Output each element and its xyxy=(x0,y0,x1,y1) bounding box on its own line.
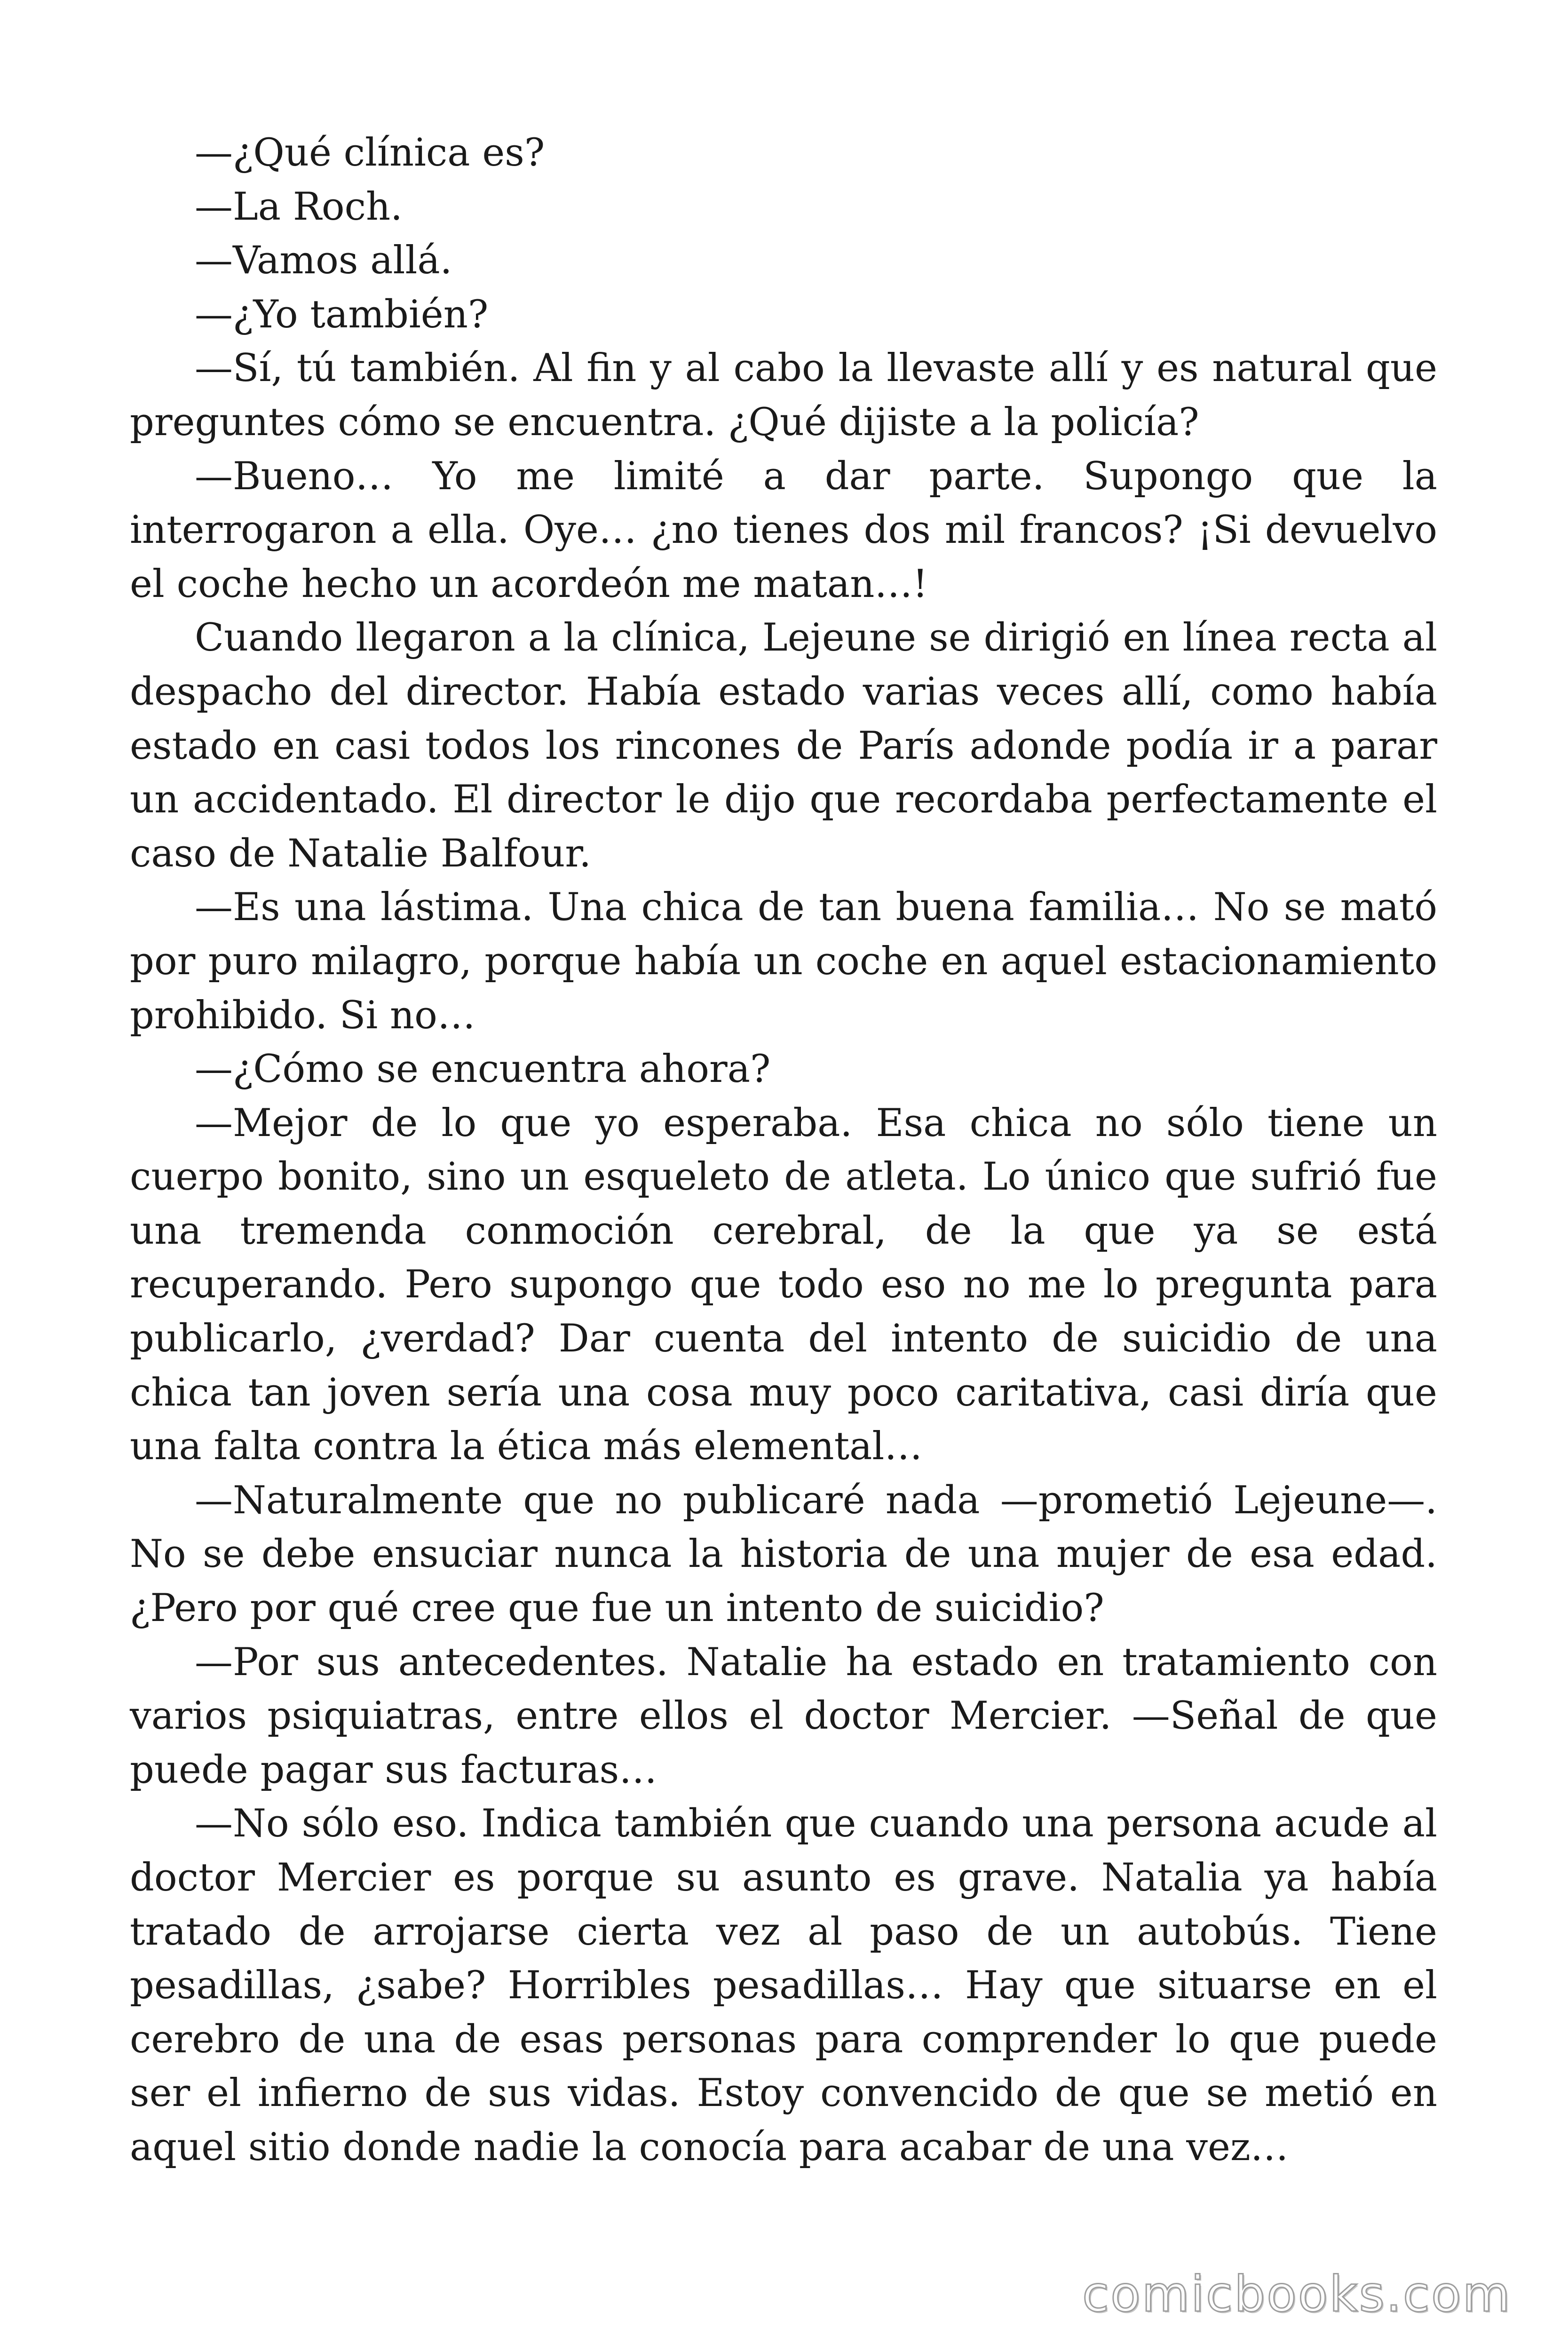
paragraph: —Mejor de lo que yo esperaba. Esa chica no sólo tiene un cuerpo bonito, sino un esqueleto de atleta. Lo único que sufrió fue una tremenda conmoción cerebral, de la que ya se está recuperando. Pero supongo que todo eso no me lo pregunta para publicarlo, ¿verdad? Dar cuenta del intento de suicidio de una chica tan joven sería una cosa muy poco caritativa, casi diría que una falta contra la ética más elemental… xyxy=(130,1101,1437,1469)
paragraph: —Bueno… Yo me limité a dar parte. Supongo que la interrogaron a ella. Oye… ¿no tienes dos mil francos? ¡Si devuelvo el coche hecho un acordeón me matan…! xyxy=(130,454,1437,606)
paragraph: —¿Cómo se encuentra ahora? xyxy=(195,1047,771,1092)
paragraph: —Es una lástima. Una chica de tan buena familia… No se mató por puro milagro, porque había un coche en aquel estacionamiento prohibido. Si no… xyxy=(130,885,1437,1038)
paragraph: —Naturalmente que no publicaré nada —prometió Lejeune—. No se debe ensuciar nunca la historia de una mujer de esa edad. ¿Pero por qué cree que fue un intento de suicidio? xyxy=(130,1478,1437,1631)
paragraph: —La Roch. xyxy=(195,184,403,229)
paragraph: —¿Yo también? xyxy=(195,292,489,337)
paragraph: —¿Qué clínica es? xyxy=(195,131,545,175)
paragraph: —Vamos allá. xyxy=(195,238,452,283)
page-text xyxy=(130,126,1437,2175)
watermark-logo: comicbooks.com xyxy=(1082,2265,1512,2323)
paragraph: —Por sus antecedentes. Natalie ha estado en tratamiento con varios psiquiatras, entre ellos el doctor Mercier. —Señal de que puede pagar sus facturas… xyxy=(130,1640,1437,1792)
paragraph: Cuando llegaron a la clínica, Lejeune se dirigió en línea recta al despacho del director. Había estado varias veces allí, como había estado en casi todos los rincones de París adonde podía ir a parar un accidentado. El director le dijo que recordaba perfectamente el caso de Natalie Balfour. xyxy=(130,616,1437,876)
paragraph: —No sólo eso. Indica también que cuando una persona acude al doctor Mercier es porque su asunto es grave. Natalia ya había tratado de arrojarse cierta vez al paso de un autobús. Tiene pesadillas, ¿sabe? Horribles pesadillas… Hay que situarse en el cerebro de una de esas personas para comprender lo que puede ser el infierno de sus vidas. Estoy convencido de que se metió en aquel sitio donde nadie la conocía para acabar de una vez… xyxy=(130,1802,1437,2169)
paragraph: —Sí, tú también. Al fin y al cabo la llevaste allí y es natural que preguntes cómo se encuentra. ¿Qué dijiste a la policía? xyxy=(130,346,1437,445)
